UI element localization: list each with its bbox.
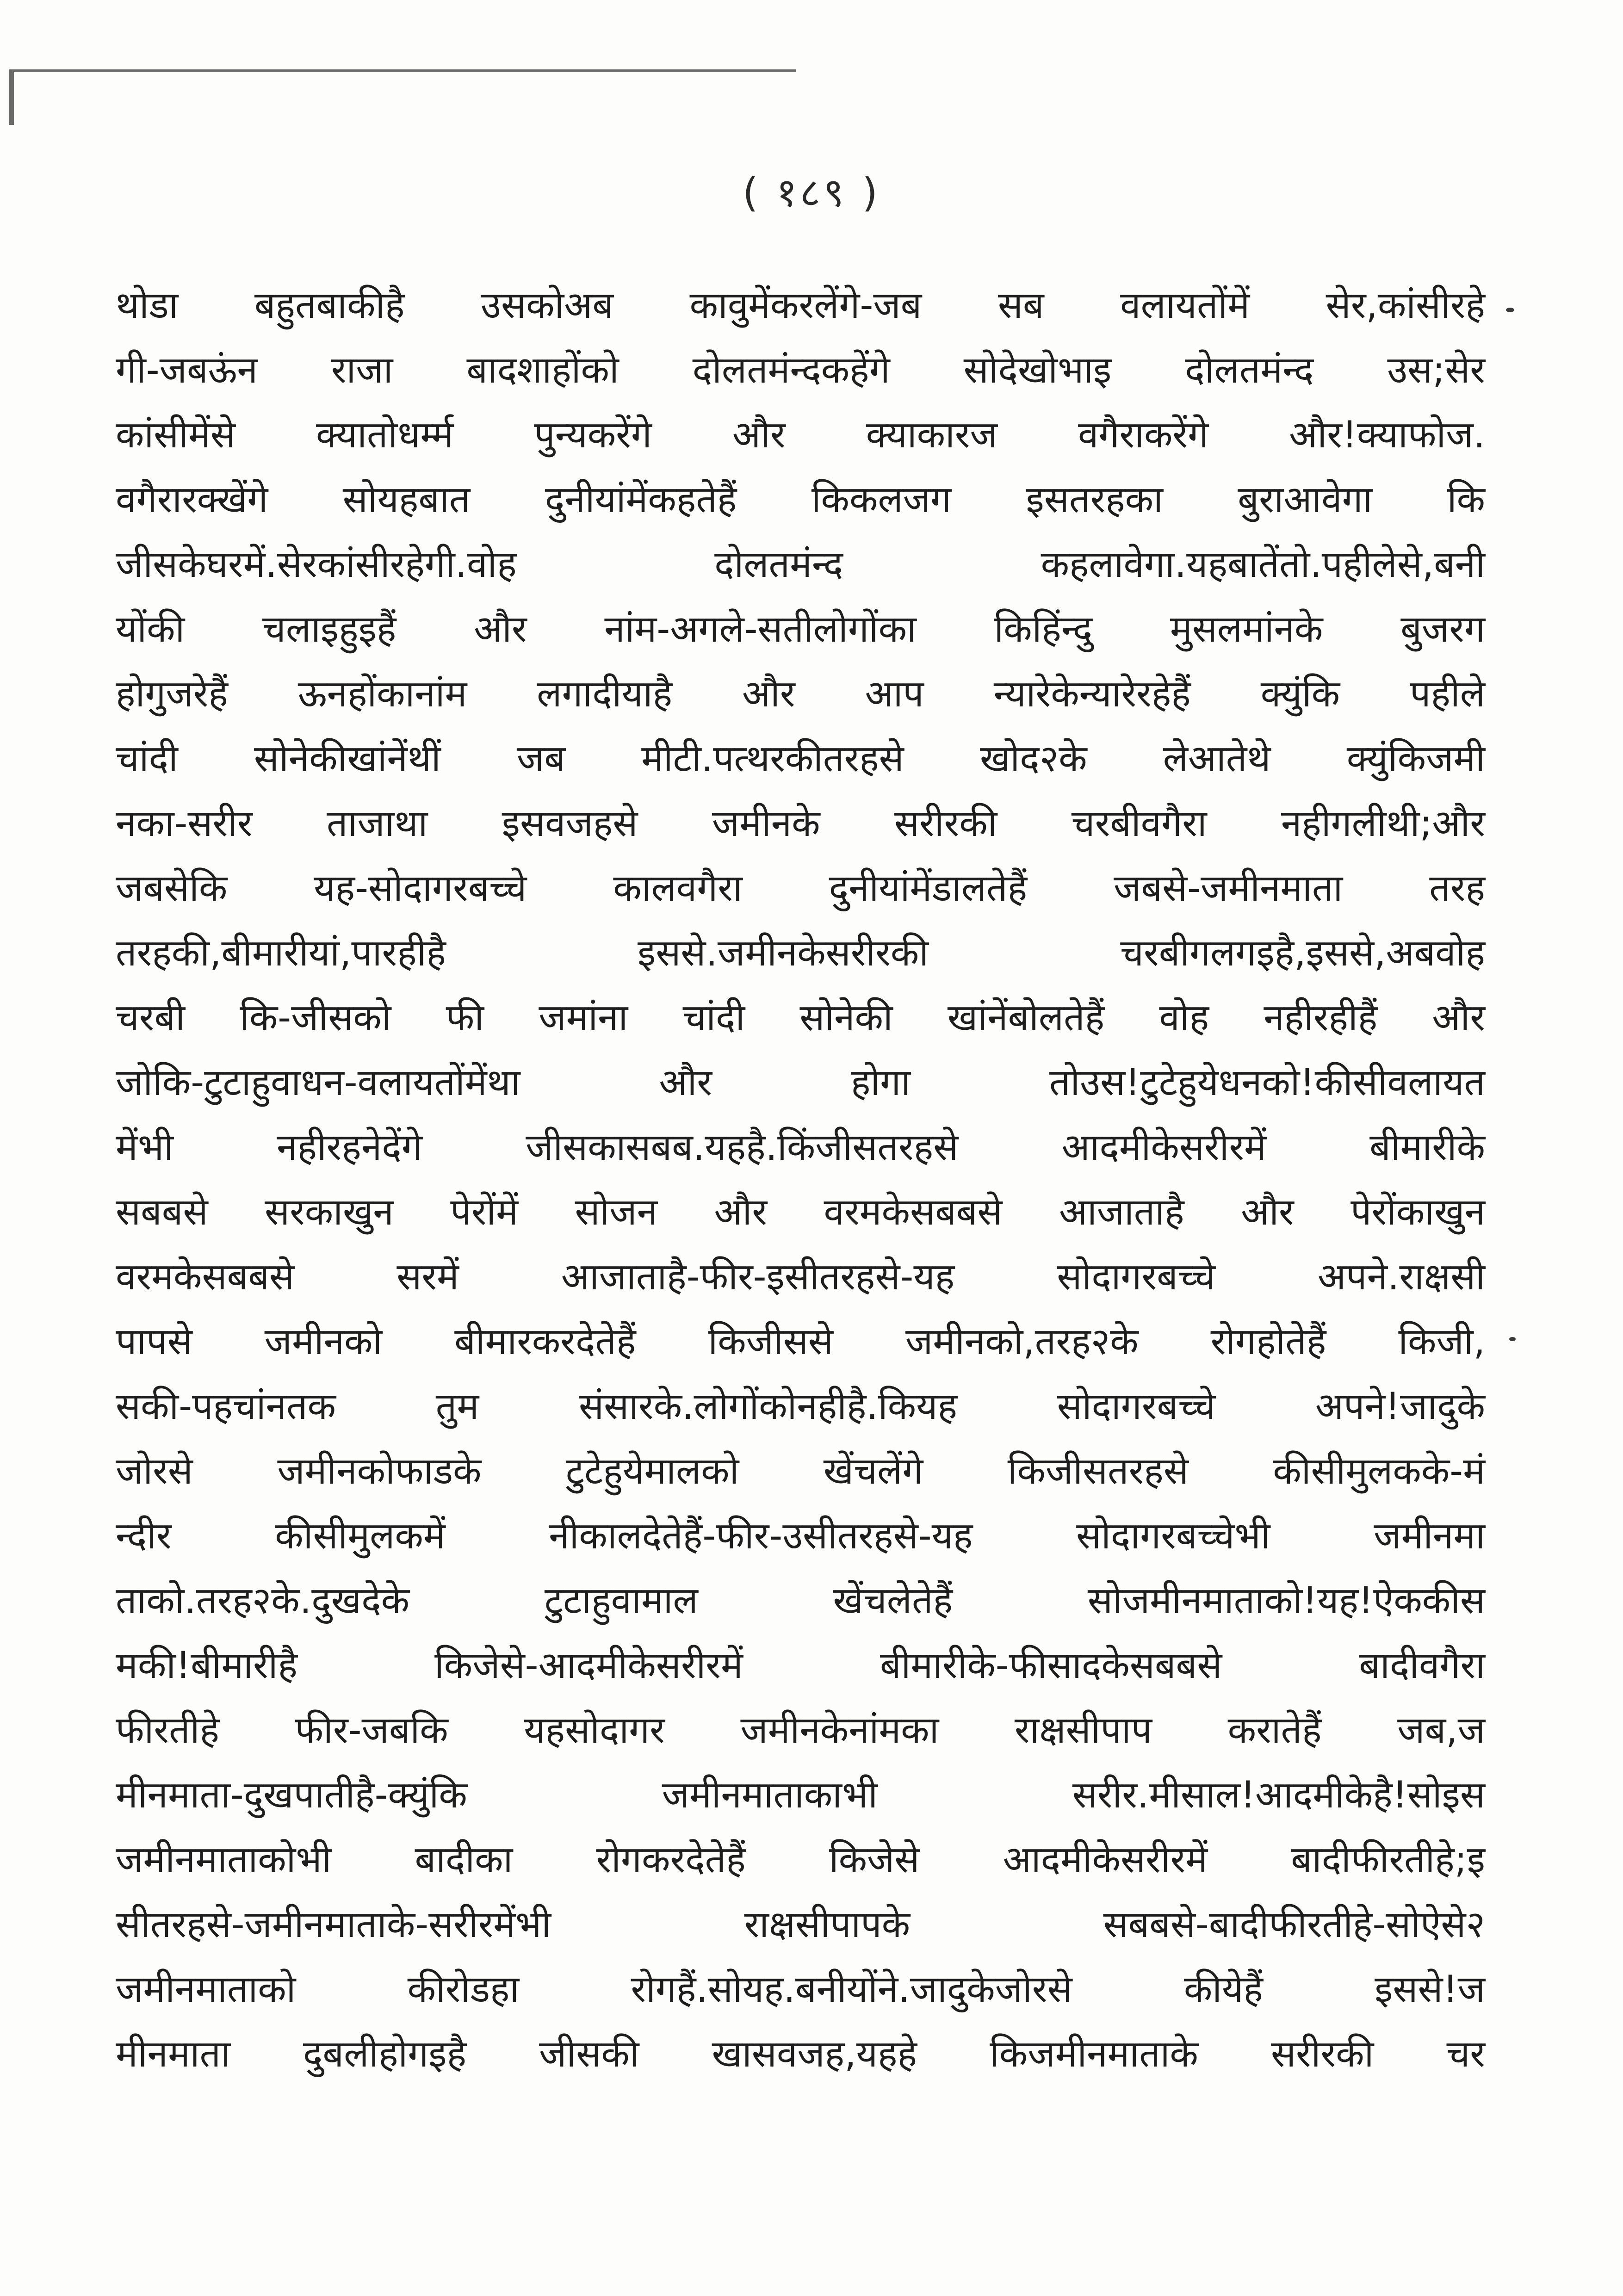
- page-edge-mark: [9, 69, 14, 125]
- text-line: चरबी कि-जीसको फी जमांना चांदी सोनेकी खांनेंबोलतेहैं वोह नहीरहीहैं और: [116, 996, 1485, 1039]
- text-line: वगैरारक्खेंगे सोयहबात दुनीयांमेंकहतेहैं किकलजग इसतरहका बुराआवेगा कि: [116, 478, 1485, 521]
- text-line: मेंभी नहीरहनेदेंगे जीसकासबब.यहहै.किंजीसतरहसे आदमीकेसरीरमें बीमारीके: [116, 1126, 1485, 1169]
- text-line: न्दीर कीसीमुलकमें नीकालदेतेहैं-फीर-उसीतरहसे-यह सोदागरबच्चेभी जमीनमा: [116, 1514, 1485, 1557]
- text-line: जोरसे जमीनकोफाडके टुटेहुयेमालको खेंचलेंगे किजीसतरहसे कीसीमुलकके-मं: [116, 1449, 1485, 1492]
- text-line: वरमकेसबबसे सरमें आजाताहै-फीर-इसीतरहसे-यह सोदागरबच्चे अपने.राक्षसी: [116, 1255, 1485, 1298]
- scan-speck: [1509, 1337, 1516, 1341]
- text-line: मीनमाता-दुखपातीहै-क्युंकि जमीनमाताकाभी सरीर.मीसाल!आदमीकेहै!सोइस: [116, 1773, 1485, 1816]
- text-line: ताको.तरह२के.दुखदेके टुटाहुवामाल खेंचलेतेहैं सोजमीनमाताको!यह!ऐककीस: [116, 1579, 1485, 1622]
- text-line: सबबसे सरकाखुन पेरोंमें सोजन और वरमकेसबबसे आजाताहै और पेरोंकाखुन: [116, 1190, 1485, 1233]
- text-line: मीनमाता दुबलीहोगइहै जीसकी खासवजह,यहहे किजमीनमाताके सरीरकी चर: [116, 2032, 1485, 2075]
- text-line: योंकी चलाइहुइहैं और नांम-अगले-सतीलोगोंका किहिंन्दु मुसलमांनके बुजरग: [116, 607, 1485, 650]
- scan-speck: [1506, 308, 1514, 312]
- page-number: ( १८९ ): [743, 170, 880, 216]
- page-edge-line: [9, 69, 796, 72]
- text-line: मकी!बीमारीहै किजेसे-आदमीकेसरीरमें बीमारीके-फीसादकेसबबसे बादीवगैरा: [116, 1644, 1485, 1687]
- text-line: जोकि-टुटाहुवाधन-वलायतोंमेंथा और होगा तोउस!टुटेहुयेधनको!कीसीवलायत: [116, 1061, 1485, 1104]
- text-line: पापसे जमीनको बीमारकरदेतेहैं किजीससे जमीनको,तरह२के रोगहोतेहैं किजी,: [116, 1320, 1485, 1363]
- body-text: [116, 273, 1485, 2086]
- text-line: जबसेकि यह-सोदागरबच्चे कालवगैरा दुनीयांमेंडालतेहैं जबसे-जमीनमाता तरह: [116, 866, 1485, 910]
- text-line: होगुजरेहैं ऊनहोंकानांम लगादीयाहै और आप न्यारेकेन्यारेरहेहैं क्युंकि पहीले: [116, 672, 1485, 715]
- text-line: जमीनमाताकोभी बादीका रोगकरदेतेहैं किजेसे आदमीकेसरीरमें बादीफीरतीहे;इ: [116, 1838, 1485, 1881]
- text-line: जमीनमाताको कीरोडहा रोगहैं.सोयह.बनीयोंने.जादुकेजोरसे कीयेहैं इससे!ज: [116, 1968, 1485, 2011]
- text-line: फीरतीहे फीर-जबकि यहसोदागर जमीनकेनांमका राक्षसीपाप करातेहैं जब,ज: [116, 1708, 1485, 1751]
- text-line: कांसीमेंसे क्यातोधर्म्म पुन्यकरेंगे और क्याकारज वगैराकरेंगे और!क्याफोज.: [116, 413, 1485, 456]
- text-line: नका-सरीर ताजाथा इसवजहसे जमीनके सरीरकी चरबीवगैरा नहीगलीथी;और: [116, 802, 1485, 845]
- text-line: चांदी सोनेकीखांनेंथीं जब मीटी.पत्थरकीतरहसे खोद२के लेआतेथे क्युंकिजमी: [116, 737, 1485, 780]
- text-line: सकी-पहचांनतक तुम संसारके.लोगोंकोनहीहै.कियह सोदागरबच्चे अपने!जादुके: [116, 1385, 1485, 1428]
- text-line: तरहकी,बीमारीयां,पारहीहै इससे.जमीनकेसरीरकी चरबीगलगइहै,इससे,अबवोह: [116, 931, 1485, 974]
- text-line: जीसकेघरमें.सेरकांसीरहेगी.वोह दोलतमंन्द कहलावेगा.यहबातेंतो.पहीलेसे,बनी: [116, 543, 1485, 586]
- text-line: थोडा बहुतबाकीहै उसकोअब कावुमेंकरलेंगे-जब सब वलायतोंमें सेर,कांसीरहे: [116, 284, 1485, 327]
- text-line: सीतरहसे-जमीनमाताके-सरीरमेंभी राक्षसीपापके सबबसे-बादीफीरतीहे-सोऐसे२: [116, 1903, 1485, 1946]
- text-line: गी-जबऊंन राजा बादशाहोंको दोलतमंन्दकहेंगे सोदेखोभाइ दोलतमंन्द उस;सेर: [116, 348, 1485, 391]
